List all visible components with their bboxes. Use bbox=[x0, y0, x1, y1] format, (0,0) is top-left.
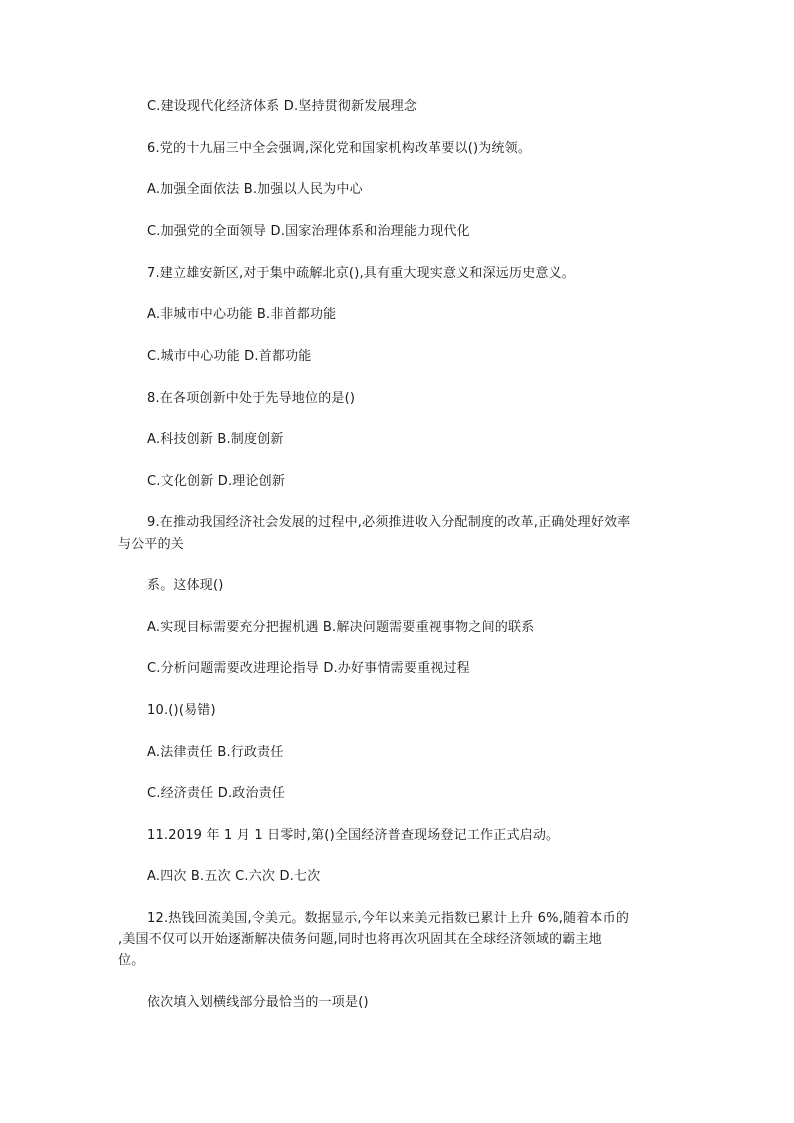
question-9-line-1: 9.在推动我国经济社会发展的过程中,必须推进收入分配制度的改革,正确处理好效率 bbox=[147, 515, 631, 530]
option-line-q7-cd: C.城市中心功能 D.首都功能 bbox=[147, 349, 312, 364]
option-line-q6-cd: C.加强党的全面领导 D.国家治理体系和治理能力现代化 bbox=[147, 224, 470, 239]
option-line-q5-cd: C.建设现代化经济体系 D.坚持贯彻新发展理念 bbox=[147, 99, 418, 114]
option-line-q11: A.四次 B.五次 C.六次 D.七次 bbox=[147, 869, 321, 884]
option-line-q7-ab: A.非城市中心功能 B.非首都功能 bbox=[147, 307, 337, 322]
question-12-line-1: 12.热钱回流美国,令美元。数据显示,今年以来美元指数已累计上升 6%,随着本币的 bbox=[147, 911, 630, 926]
question-6: 6.党的十九届三中全会强调,深化党和国家机构改革要以()为统领。 bbox=[147, 141, 532, 156]
option-line-q6-ab: A.加强全面依法 B.加强以人民为中心 bbox=[147, 182, 363, 197]
option-line-q9-ab: A.实现目标需要充分把握机遇 B.解决问题需要重视事物之间的联系 bbox=[147, 620, 535, 635]
question-10: 10.()(易错) bbox=[147, 703, 216, 718]
question-12-line-2: ,美国不仅可以开始逐渐解决债务问题,同时也将再次巩固其在全球经济领域的霸主地 bbox=[118, 932, 602, 947]
option-line-q9-cd: C.分析问题需要改进理论指导 D.办好事情需要重视过程 bbox=[147, 661, 470, 676]
question-9-line-2: 与公平的关 bbox=[118, 537, 185, 552]
question-12-prompt: 依次填入划横线部分最恰当的一项是() bbox=[147, 995, 369, 1010]
option-line-q8-ab: A.科技创新 B.制度创新 bbox=[147, 432, 284, 447]
option-line-q10-cd: C.经济责任 D.政治责任 bbox=[147, 786, 286, 801]
question-12-line-3: 位。 bbox=[118, 953, 145, 968]
question-9-line-3: 系。这体现() bbox=[147, 578, 224, 593]
option-line-q10-ab: A.法律责任 B.行政责任 bbox=[147, 745, 284, 760]
question-7: 7.建立雄安新区,对于集中疏解北京(),具有重大现实意义和深远历史意义。 bbox=[147, 266, 576, 281]
question-11: 11.2019 年 1 月 1 日零时,第()全国经济普查现场登记工作正式启动。 bbox=[147, 828, 560, 843]
option-line-q8-cd: C.文化创新 D.理论创新 bbox=[147, 474, 286, 489]
question-8: 8.在各项创新中处于先导地位的是() bbox=[147, 391, 356, 406]
